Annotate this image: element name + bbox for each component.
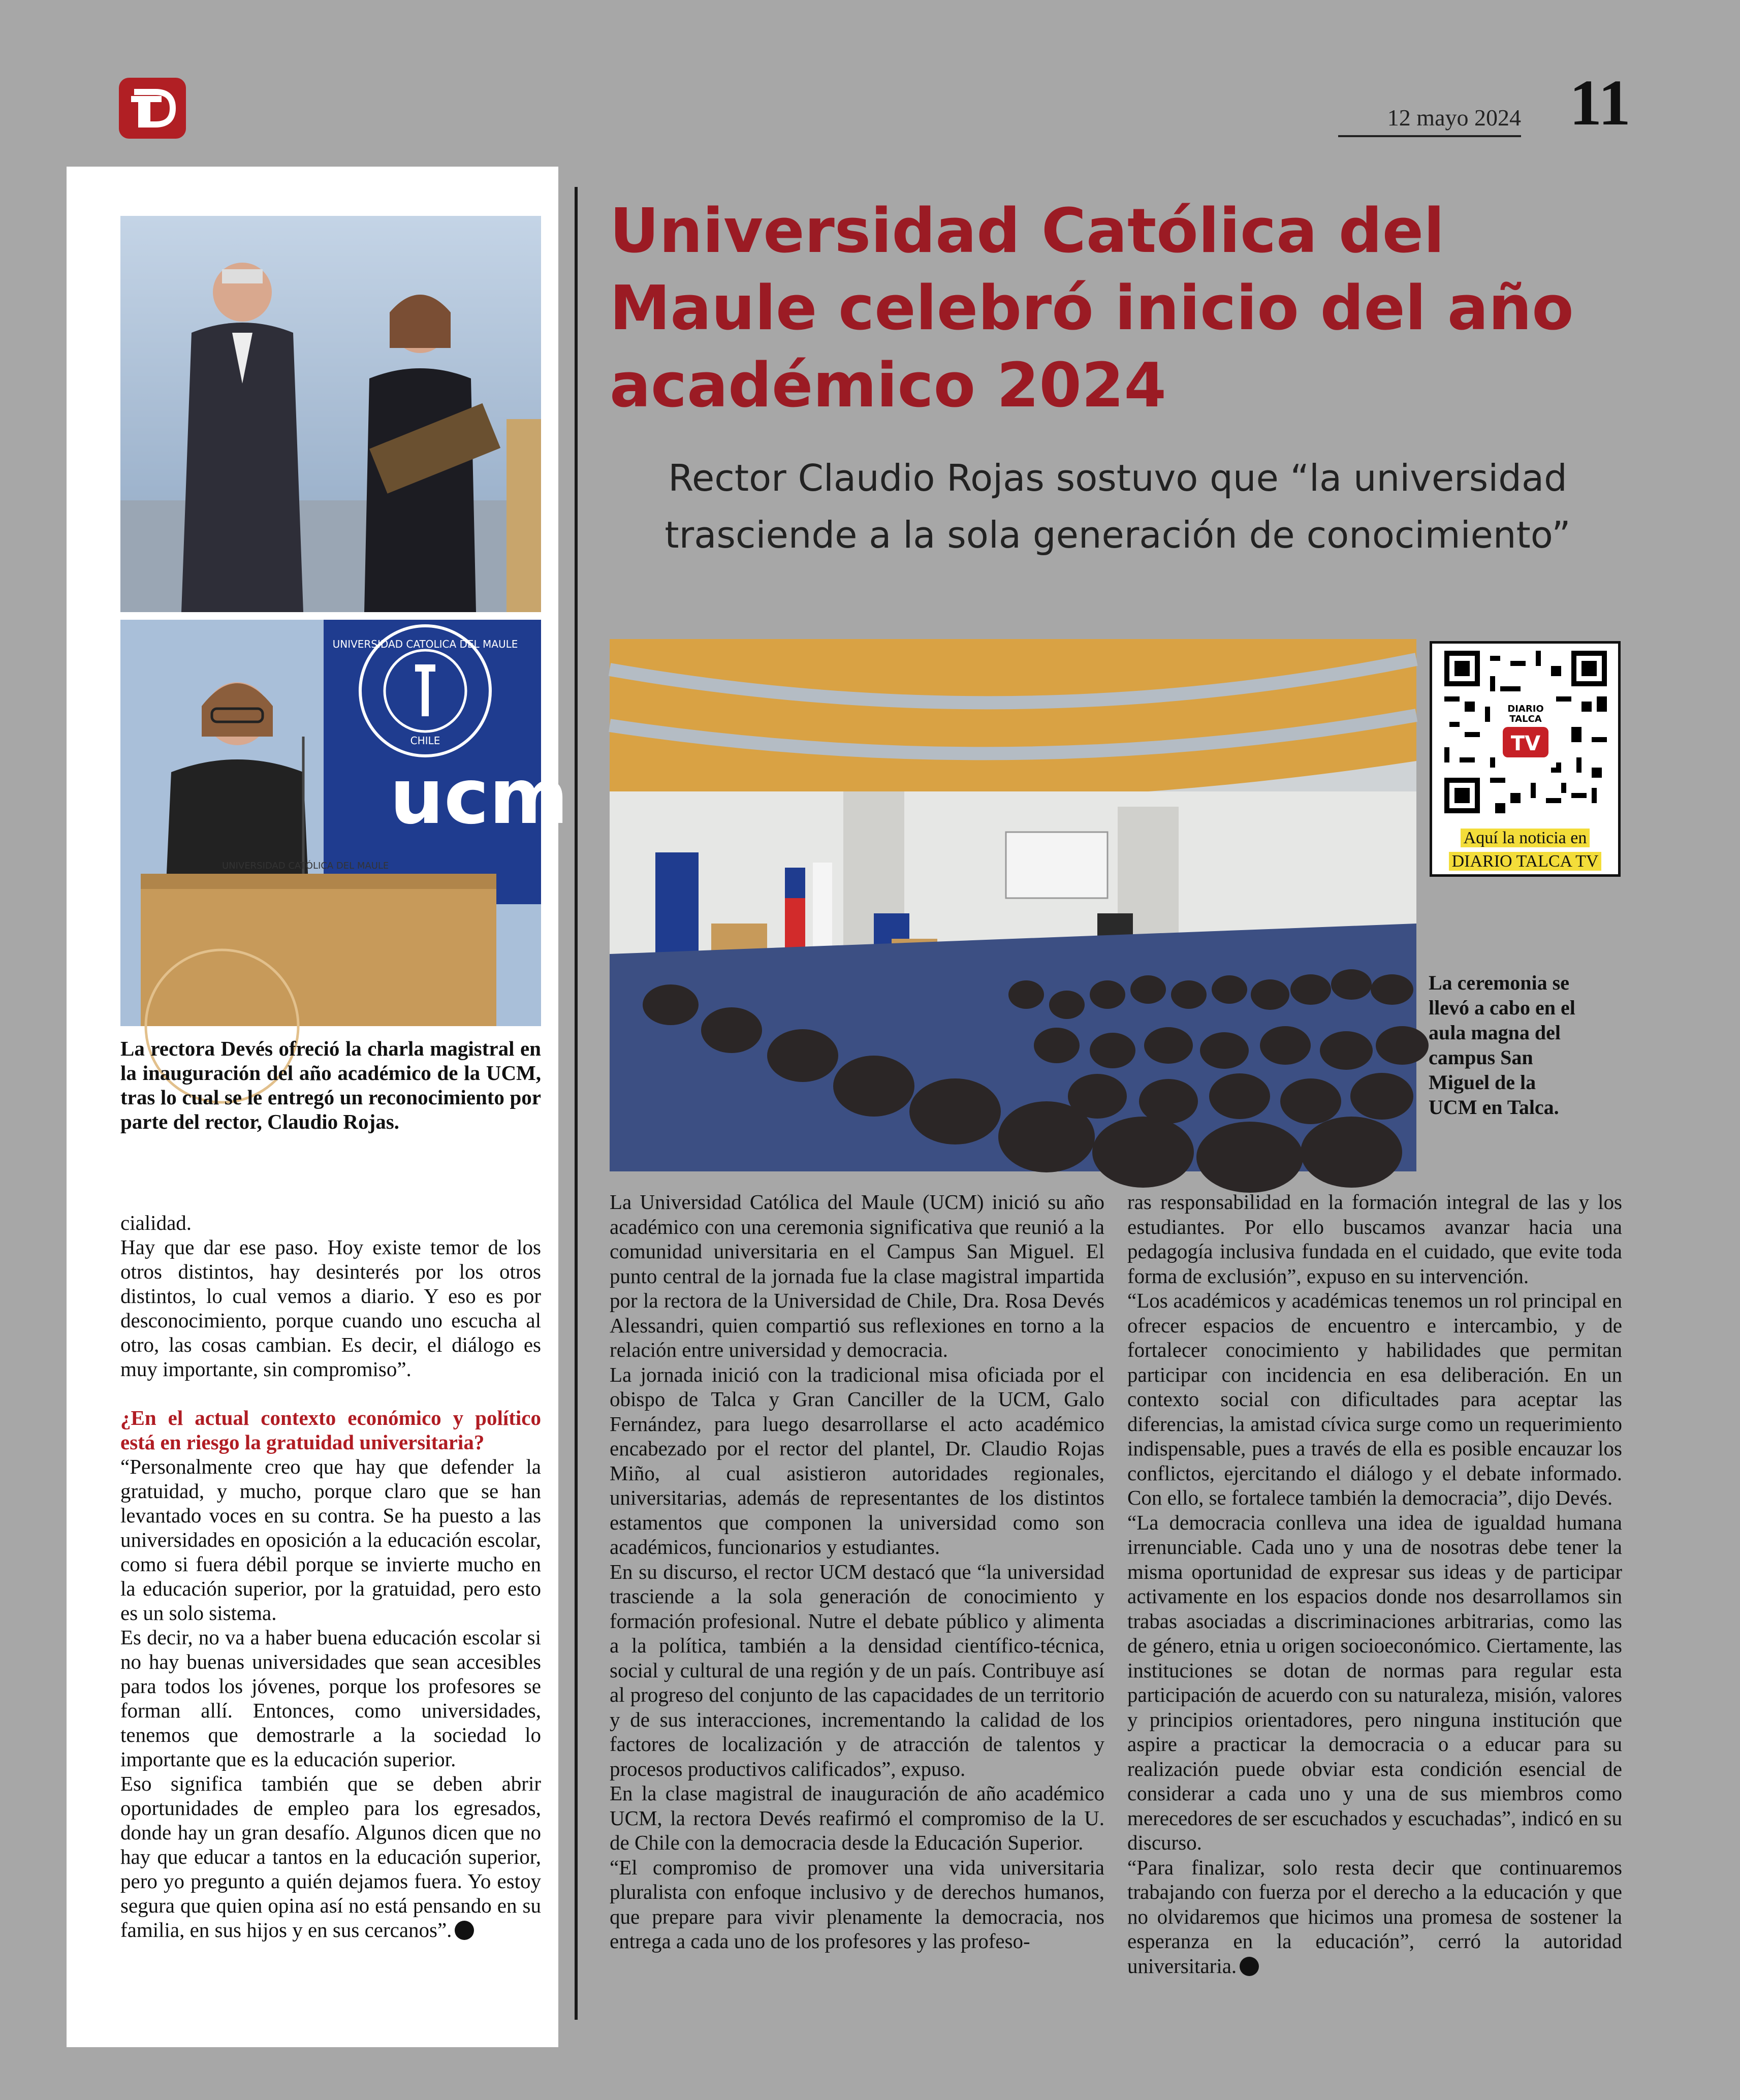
article-paragraph: La Universidad Católica del Maule (UCM) inició su año académico con una ceremonia significativa que reunió a la comunidad universitaria en el Campus San Miguel. El punto central de la jornada fue la clase magistral impartida por la rectora de la Universidad de Chile, Dra. Rosa Devés Alessandri, quien compartió sus reflexiones en torno a la relación entre universidad y democracia.: [610, 1190, 1104, 1361]
article-column-a: [610, 1190, 1104, 1954]
article-headline: Universidad Católica del Maule celebró inicio del año académico 2024: [610, 196, 1574, 421]
auditorium-photo-image: [610, 639, 1416, 1171]
end-mark-icon: [455, 1921, 474, 1940]
qr-label-line2-text: DIARIO TALCA TV: [1449, 852, 1602, 871]
article-subheadline: Rector Claudio Rojas sostuvo que “la universidad trasciende a la sola generación de conocimiento”: [665, 457, 1571, 556]
ucm-banner-text: ucm: [390, 753, 569, 841]
column-divider: [575, 187, 578, 2020]
article-paragraph: En la clase magistral de inauguración de año académico UCM, la rectora Devés reafirmó el compromiso de la U. de Chile con la democracia desde la Educación Superior.: [610, 1781, 1104, 1854]
sidebar-photo-caption: La rectora Devés ofreció la charla magistral en la inauguración del año académico de la UCM, tras lo cual se le entregó un reconocimiento por parte del rector, Claudio Rojas.: [120, 1037, 541, 1133]
qr-logo-top: DIARIO: [1507, 704, 1544, 714]
main-photo-caption: La ceremonia se llevó a cabo en el aula magna del campus San Miguel de la UCM en Talca.: [1429, 971, 1575, 1119]
qr-logo-tv: TV: [1510, 732, 1541, 755]
interview-question: ¿En el actual contexto económico y político está en riesgo la gratuidad universitaria?: [120, 1406, 541, 1454]
sidebar-paragraph: cialidad.: [120, 1211, 192, 1234]
sidebar-paragraph: “Personalmente creo que hay que defender la gratuidad, y mucho, porque claro que se han levantado voces en su contra. Se ha puesto a las universidades en oposición a la educación escolar, como si fuera débil porque se invierte mucho en la educación superior, por la gratuidad, pero esto es un solo sistema.: [120, 1455, 541, 1625]
award-photo-image: [120, 216, 541, 612]
article-last-paragraph-text: “Para finalizar, solo resta decir que continuaremos trabajando con fuerza por el derecho a la educación y que no olvidaremos que hicimos una promesa de sostener la esperanza en la educación”, cerró la autoridad universitaria.: [1127, 1855, 1622, 1978]
qr-label-line1-text: Aquí la noticia en: [1461, 829, 1590, 847]
qr-code-box[interactable]: [1430, 641, 1621, 877]
article-paragraph: “Los académicos y académicas tenemos un rol principal en ofrecer espacios de encuentro e intercambio, y de fortalecer conocimiento y habilidades que permitan participar con incidencia en esa deliberación. En un contexto social con dificultades para aceptar las diferencias, la amistad cívica surge como un requerimiento indispensable, pues a través de ella es posible encauzar los conflictos, ejercitando el diálogo y el debate informado. Con ello, se fortalece también la democracia”, dijo Devés.: [1127, 1289, 1622, 1509]
qr-code-icon[interactable]: [1444, 651, 1607, 813]
auditorium-photo[interactable]: [610, 639, 1416, 1171]
qr-label-line2: [1432, 852, 1618, 871]
podium-label: UNIVERSIDAD CATÓLICA DEL MAULE: [222, 861, 389, 871]
article-paragraph: En su discurso, el rector UCM destacó que “la universidad trasciende a la sola generación de conocimiento y formación profesional. Nutre el debate público y alimenta a la política, también a la densidad científico-técnica, social y cultural de una región y de un país. Contribuye así al progreso del conjunto de las capacidades de un territorio y de sus interacciones, incrementando la calidad de los factores de localización y de atracción de talentos y procesos productivos calificados”, expuso.: [610, 1560, 1104, 1780]
award-photo[interactable]: [120, 216, 541, 612]
qr-label-line1: [1432, 829, 1618, 848]
sidebar-paragraph: Hay que dar ese paso. Hoy existe temor de los otros distintos, hay desinterés por los otros distintos, lo cual vemos a diario. Y eso es por desconocimiento, porque cuando uno escucha al otro, las cosas cambian. Es decir, el diálogo es muy importante, sin compromiso”.: [120, 1235, 541, 1381]
speaker-photo[interactable]: [120, 620, 569, 1026]
article-paragraph: “La democracia conlleva una idea de igualdad humana irrenunciable. Cada uno y una de nosotras debe tener la misma oportunidad de expresar sus ideas y de participar activamente en los espacios donde nos desarrollamos sin trabas asociadas a discriminaciones arbitrarias, como las de género, etnia u origen socioeconómico. Ciertamente, las instituciones se dotan de normas para regular esta participación de acuerdo con su naturaleza, misión, valores y principios orientadores, pero ninguna institución que aspire a practicar la democracia o a educar para su realización puede obviar esta condición esencial de considerar a cada uno y una de sus miembros como merecedores de ser escuchados y escuchadas”, indicó en su discurso.: [1127, 1510, 1622, 1854]
sidebar-paragraph: [120, 1771, 541, 1942]
issue-date: 12 mayo 2024: [1387, 105, 1521, 131]
article-paragraph: “El compromiso de promover una vida universitaria pluralista con enfoque inclusivo y de derechos humanos, que prepare para vivir plenamente la democracia, nos entrega a cada uno de los profesores y las profeso-: [610, 1855, 1104, 1953]
seal-text: UNIVERSIDAD CATOLICA DEL MAULE: [332, 638, 518, 650]
sidebar-paragraph: Es decir, no va a haber buena educación escolar si no hay buenas universidades que sean accesibles para todos los jóvenes, porque los profesores se forman allí. Entonces, como universidades, tenemos que demostrarle a la sociedad lo importante que es la educación superior.: [120, 1626, 541, 1771]
date-underline: [1338, 135, 1521, 137]
sidebar-article-text: [120, 1211, 541, 1942]
end-mark-icon: [1240, 1957, 1259, 1976]
article-paragraph: [1127, 1855, 1622, 1979]
seal-country: CHILE: [410, 735, 440, 747]
qr-logo-mid: TALCA: [1509, 714, 1542, 724]
page-number: 11: [1569, 67, 1631, 139]
sidebar-last-paragraph-text: Eso significa también que se deben abrir oportunidades de empleo para los egresados, donde hay un gran desafío. Algunos dicen que no hay que educar a tantos en la educación superior, pero yo pregunto a quién dejamos fuera. Yo estoy segura que quien opina así no está pensando en su familia, en sus hijos y en sus cercanos”.: [120, 1772, 541, 1942]
speaker-photo-image: [120, 620, 569, 1026]
diario-talca-logo[interactable]: [119, 78, 186, 139]
article-paragraph: ras responsabilidad en la formación integral de las y los estudiantes. Por ello buscamos avanzar hacia una pedagogía inclusiva fundada en el cuidado, que evite toda forma de exclusión”, expuso en su intervención.: [1127, 1190, 1622, 1288]
article-paragraph: La jornada inició con la tradicional misa oficiada por el obispo de Talca y Gran Canciller de la UCM, Galo Fernández, para luego desarrollarse el acto académico encabezado por el rector del plantel, Dr. Claudio Rojas Miño, al cual asistieron autoridades regionales, universitarias, además de representantes de los distintos estamentos que componen la universidad como son académicos, funcionarios y estudiantes.: [610, 1362, 1104, 1558]
logo-mark-icon: [119, 78, 186, 139]
article-column-b: [1127, 1190, 1622, 1978]
